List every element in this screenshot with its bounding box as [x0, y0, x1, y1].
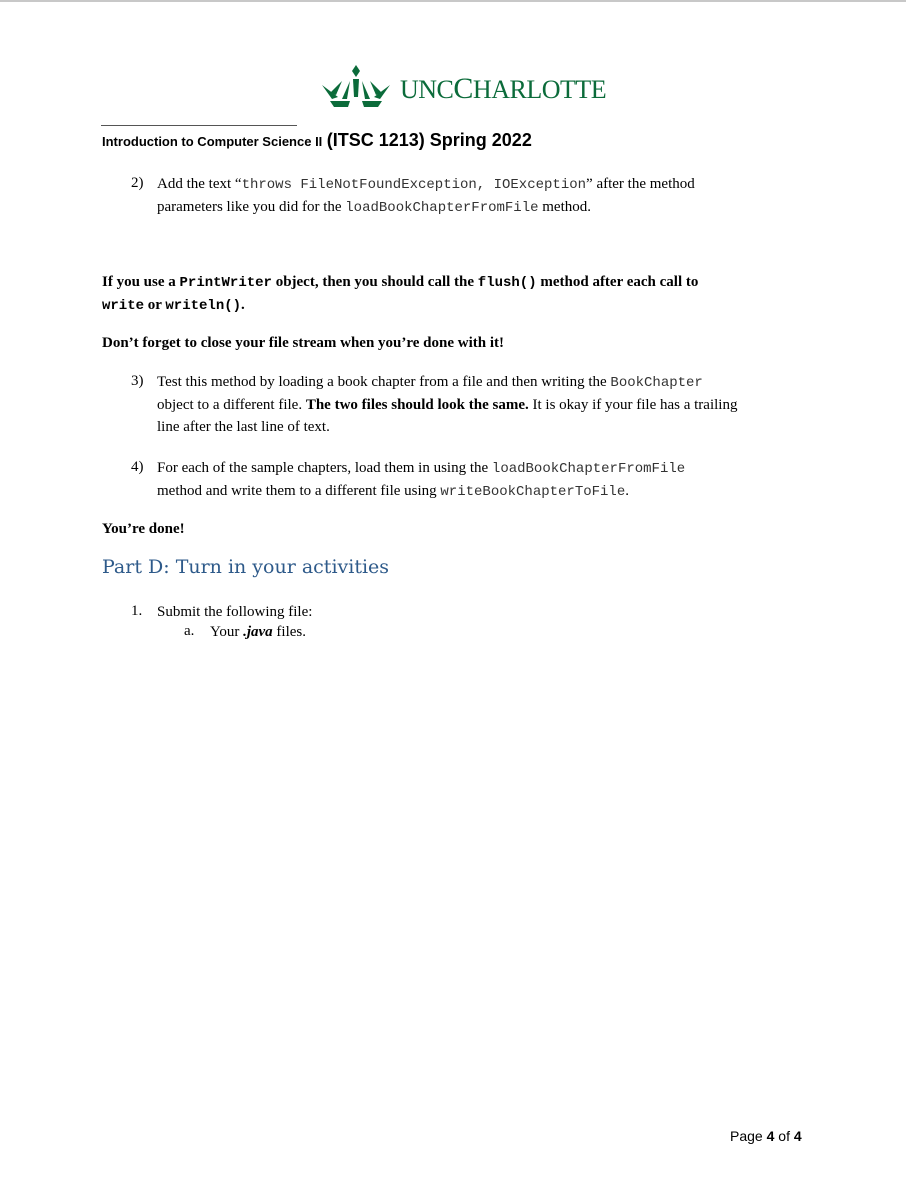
header-rule: [101, 125, 297, 126]
top-border: [0, 0, 906, 2]
step-4-text: For each of the sample chapters, load them in using the loadBookChapterFromFile method and write them to a different file using writeBookChapterToFile.: [157, 460, 686, 500]
step-3-text: Test this method by loading a book chapter from a file and then writing the BookChapter object to a different file. The two files should look the same. It is okay if your file has a trailing line after the last line of text.: [157, 374, 738, 435]
part-d-item-1-text: Submit the following file:: [157, 604, 313, 620]
step-4-number: 4): [131, 459, 144, 475]
printwriter-note: If you use a PrintWriter object, then you should call the flush() method after each call to write or writeln().: [102, 274, 699, 314]
logo-wordmark: UNCCHARLOTTE: [400, 72, 607, 105]
part-d-item-1-number: 1.: [131, 603, 143, 619]
unc-charlotte-logo: [320, 62, 606, 110]
step-2-number: 2): [131, 175, 144, 191]
part-d-heading: Part D: Turn in your activities: [102, 556, 390, 578]
crown-logo-icon: [320, 63, 392, 109]
page-number: Page 4 of 4: [730, 1128, 802, 1144]
course-title: Introduction to Computer Science II: [102, 134, 323, 149]
part-d-subitem-a-letter: a.: [184, 623, 195, 639]
part-d-subitem-a-text: Your .java files.: [210, 624, 306, 640]
step-3-number: 3): [131, 373, 144, 389]
course-header: [102, 130, 532, 151]
step-2-text: Add the text “throws FileNotFoundException, IOException” after the method parameters like you did for the loadBookChapterFromFile method.: [157, 176, 695, 216]
done-text: You’re done!: [102, 521, 185, 537]
course-code-term: (ITSC 1213) Spring 2022: [326, 130, 532, 150]
close-stream-note: Don’t forget to close your file stream when you’re done with it!: [102, 335, 505, 351]
